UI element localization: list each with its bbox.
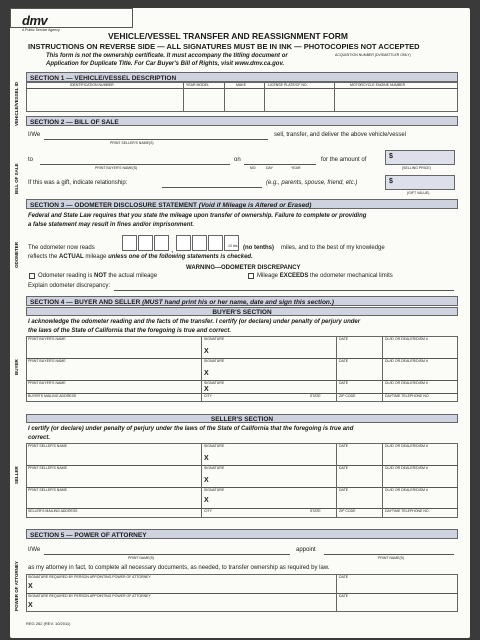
- seller-dl-label-2: DL/ID OR DEALER/DISM #: [385, 466, 428, 470]
- col-license-plate: LICENSE PLATE/CF NO.: [268, 82, 308, 87]
- buyer-dl-label-3: DL/ID OR DEALER/DISM #: [385, 381, 428, 385]
- buyer-name-field-2[interactable]: [27, 365, 200, 379]
- identification-number-field[interactable]: [27, 89, 182, 111]
- odometer-digit-5[interactable]: [192, 235, 207, 251]
- on-label: on: [234, 157, 241, 163]
- seller-name-label-2: PRINT SELLER'S NAME: [28, 466, 67, 470]
- not-actual-mileage-label: Odometer reading is NOT the actual mileage: [38, 273, 158, 279]
- gift-relationship-field[interactable]: [162, 177, 262, 187]
- ownership-note: This form is not the ownership certificate. It must accompany the titling document or: [46, 53, 288, 59]
- dmv-logo: dmv: [22, 13, 48, 28]
- acquisition-number-label: ACQUISITION NUMBER (DVSMATTLER ONLY): [335, 53, 411, 57]
- buyer-sign-x-3: X: [204, 386, 209, 393]
- sale-date-field[interactable]: [244, 154, 316, 164]
- miles-text: miles, and to the best of my knowledge: [281, 245, 385, 251]
- buyer-statement-line1: I acknowledge the odometer reading and the facts of the transfer. I certify (or declare) under penalty of perjury under: [28, 319, 361, 325]
- odometer-digit-4[interactable]: [176, 235, 191, 251]
- odometer-digit-1[interactable]: [122, 235, 137, 251]
- poa-signature-field-1[interactable]: [36, 581, 334, 592]
- col-motorcycle-engine: MOTORCYCLE ENGINE NUMBER: [350, 82, 406, 87]
- odometer-tenths-box: 10 ths: [224, 235, 239, 251]
- section1-header: SECTION 1 — VEHICLE/VESSEL DESCRIPTION: [26, 72, 458, 82]
- poa-date-label-2: DATE: [339, 594, 349, 598]
- section2-header: SECTION 2 — BILL OF SALE: [26, 116, 458, 126]
- section2-side-label: BILL OF SALE: [14, 163, 19, 194]
- license-plate-field[interactable]: [265, 89, 333, 111]
- year-model-field[interactable]: [184, 89, 223, 111]
- day-caption: DAY: [266, 166, 273, 170]
- seller-signature-field-1[interactable]: [212, 450, 335, 464]
- buyer-signature-label-2: SIGNATURE: [204, 359, 225, 363]
- buyer-section-header: BUYER'S SECTION: [26, 307, 458, 316]
- odometer-digit-6[interactable]: [208, 235, 223, 251]
- gift-dollar-sign: $: [389, 178, 393, 185]
- section4-header: SECTION 4 — BUYER AND SELLER (MUST hand print his or her name, date and sign this section.): [26, 296, 458, 306]
- explain-discrepancy-label: Explain odometer discrepancy:: [28, 283, 111, 289]
- buyer-zip-label: ZIP CODE: [339, 394, 356, 398]
- seller-signature-label-3: SIGNATURE: [204, 488, 225, 492]
- seller-section-header: SELLER'S SECTION: [26, 414, 458, 423]
- buyer-side-label: BUYER: [14, 359, 19, 375]
- appoint-label: appoint: [296, 547, 316, 553]
- form-number: REG 262 (REV. 10/2011): [26, 621, 71, 626]
- buyer-state-label: STATE: [310, 394, 321, 398]
- buyer-dl-label-2: DL/ID OR DEALER/DISM #: [385, 359, 428, 363]
- iwe-label: I/We: [28, 132, 41, 138]
- seller-date-label-2: DATE: [339, 466, 349, 470]
- buyer-date-label-2: DATE: [339, 359, 349, 363]
- buyer-signature-label-3: SIGNATURE: [204, 381, 225, 385]
- seller-zip-label: ZIP CODE: [339, 509, 356, 513]
- selling-price-field[interactable]: [385, 150, 455, 165]
- buyer-date-label-3: DATE: [339, 381, 349, 385]
- month-caption: MO: [250, 166, 256, 170]
- col-year-model: YEAR MODEL: [186, 82, 209, 87]
- buyer-signature-label-1: SIGNATURE: [204, 337, 225, 341]
- section3-side-label: ODOMETER: [14, 241, 19, 268]
- exceeds-limits-checkbox[interactable]: [248, 273, 254, 279]
- poa-signature-field-2[interactable]: [36, 600, 334, 611]
- seller-sign-x-1: X: [204, 455, 209, 462]
- sell-transfer-text: sell, transfer, and deliver the above vehicle/vessel: [274, 132, 407, 138]
- seller-name-label-1: PRINT SELLER'S NAME: [28, 444, 67, 448]
- odometer-warning: WARNING—ODOMETER DISCREPANCY: [186, 265, 301, 271]
- section1-side-label: VEHICLE/VESSEL ID: [14, 81, 19, 126]
- buyer-sign-x-1: X: [204, 348, 209, 355]
- seller-sign-x-3: X: [204, 497, 209, 504]
- odometer-digit-3[interactable]: [154, 235, 169, 251]
- gift-hint: (e.g., parents, spouse, friend, etc.): [266, 180, 358, 186]
- logo-subtitle: A Public Service Agency: [22, 28, 60, 32]
- seller-name-field-1[interactable]: [27, 450, 200, 464]
- buyer-name-label-2: PRINT BUYER'S NAME: [28, 359, 66, 363]
- seller-statement-line2: correct.: [28, 435, 51, 441]
- seller-statement-line1: I certify (or declare) under penalty of perjury under the laws of the State of California that the foregoing is true and: [28, 426, 354, 432]
- seller-state-label: STATE: [310, 509, 321, 513]
- seller-date-label-3: DATE: [339, 488, 349, 492]
- buyer-name-label-1: PRINT BUYER'S NAME: [28, 337, 66, 341]
- poa-date-label-1: DATE: [339, 575, 349, 579]
- buyer-dl-label-1: DL/ID OR DEALER/DISM #: [385, 337, 428, 341]
- seller-city-label: CITY: [204, 509, 212, 513]
- gift-value-field[interactable]: [385, 175, 455, 190]
- exceeds-limits-label: Mileage EXCEEDS the odometer mechanical limits: [257, 273, 393, 279]
- poa-grantor-names-field[interactable]: [44, 544, 290, 554]
- poa-signature-label-1: SIGNATURE REQUIRED BY PERSON APPOINTING POWER OF ATTORNEY: [28, 575, 151, 579]
- instructions-line: INSTRUCTIONS ON REVERSE SIDE — ALL SIGNATURES MUST BE IN INK — PHOTOCOPIES NOT ACCEPTED: [28, 42, 420, 51]
- section5-header: SECTION 5 — POWER OF ATTORNEY: [26, 529, 458, 539]
- buyer-phone-label: DAYTIME TELEPHONE NO.: [385, 394, 430, 398]
- poa-signature-label-2: SIGNATURE REQUIRED BY PERSON APPOINTING POWER OF ATTORNEY: [28, 594, 151, 598]
- seller-name-field-2[interactable]: [27, 472, 200, 486]
- buyer-signature-field-1[interactable]: [212, 343, 335, 357]
- seller-names-field[interactable]: [44, 129, 268, 139]
- seller-dl-label-1: DL/ID OR DEALER/DISM #: [385, 444, 428, 448]
- poa-attorney-name-caption: PRINT NAME(S): [378, 556, 405, 560]
- buyer-city-label: CITY: [204, 394, 212, 398]
- buyer-date-label-1: DATE: [339, 337, 349, 341]
- section3-header: SECTION 3 — ODOMETER DISCLOSURE STATEMENT (Void if Mileage is Altered or Erased): [26, 199, 458, 209]
- odometer-law-line1: Federal and State Law requires that you state the mileage upon transfer of ownership. Failure to complete or providing: [28, 213, 367, 219]
- buyer-names-caption: PRINT BUYER'S NAME(S): [95, 166, 138, 170]
- odometer-reads-label: The odometer now reads: [28, 245, 95, 251]
- poa-iwe-label: I/We: [28, 547, 41, 553]
- not-actual-mileage-checkbox[interactable]: [29, 273, 35, 279]
- buyer-sign-x-2: X: [204, 370, 209, 377]
- to-label: to: [28, 157, 34, 163]
- make-field[interactable]: [225, 89, 263, 111]
- buyer-address-label: BUYER'S MAILING ADDRESS: [28, 394, 77, 398]
- seller-names-caption: PRINT SELLER'S NAME(S): [110, 141, 154, 145]
- odometer-law-line2: a false statement may result in fines and/or imprisonment.: [28, 222, 195, 228]
- seller-address-label: SELLER'S MAILING ADDRESS: [28, 509, 78, 513]
- seller-dl-label-3: DL/ID OR DEALER/DISM #: [385, 488, 428, 492]
- seller-date-label-1: DATE: [339, 444, 349, 448]
- amount-label: for the amount of: [321, 157, 367, 163]
- buyer-name-label-3: PRINT BUYER'S NAME: [28, 381, 66, 385]
- year-caption: YEAR: [291, 166, 301, 170]
- gift-label: If this was a gift, indicate relationship:: [28, 180, 128, 186]
- reflects-line: reflects the ACTUAL mileage unless one of the following statements is checked.: [28, 254, 253, 260]
- form-sheet: dmv A Public Service Agency VEHICLE/VESSEL TRANSFER AND REASSIGNMENT FORM INSTRUCTIONS ON REVERSE SIDE — ALL SIGNATURES MUST BE IN INK — PHOTOCOPIES NOT ACCEPTED This form is not the ownership certificate. It must accompany the titling document or Application for Duplicate Title. For Car Buyer's Bill of Rights, visit www.dmv.ca.gov. ACQUISITION NUMBER (DVSMATTLER ONLY) SECTION 1 — VEHICLE/VESSEL DESCRIPTION VEHICLE/VESSEL ID IDENTIFICATION NUMBER YEAR MODEL MAKE LICENSE PLATE/CF NO. MOTORCYCLE ENGINE NUMBER SECTION 2 — BILL OF SALE BILL OF SALE I/We PRINT SELLER'S NAME(S) sell, transfer, and deliver the above vehicle/vessel to PRINT BUYER'S NAME(S) on MO DAY YEAR for the amount of $ (SELLING PRICE) If this was a gift, indicate relationship: (e.g., parents, spouse, friend, etc.) $ (GIFT VALUE) SECTION 3 — ODOMETER DISCLOSURE STATEMENT (Void if Mileage is Altered or Erased) ODOMETER Federal and State Law requires that you state the mileage upon transfer of ownership. Failure to complete or providing a false statement may result in fines and/or imprisonment. The odometer now reads , 10 ths (no tenths) miles, and to the best of my knowledge reflects the ACTUAL mileage unless one of the following statements is checked. WARNING—ODOMETER DISCREPANCY Odometer reading is NOT the actual mileage Mileage EXCEEDS the odometer mechanical limits Explain odometer discrepancy: SECTION 4 — BUYER AND SELLER (MUST hand print his or her name, date and sign this section.) BUYER'S SECTION I acknowledge the odometer reading and the facts of the transfer. I certify (or declare) under penalty of perjury under the laws of the State of California that the foregoing is true and correct. BUYER PRINT BUYER'S NAME SIGNATURE X DATE DL/ID OR DEALER/DISM # PRINT BUYER'S NAME SIGNATURE X DATE DL/ID OR DEALER/DISM # PRINT BUYER'S NAME SIGNATURE X DATE DL/ID OR DEALER/DISM # BUYER'S MAILING ADDRESS CITY STATE ZIP CODE DAYTIME TELEPHONE NO. SELLER'S SECTION I certify (or declare) under penalty of perjury under the laws of the State of California that the foregoing is true and correct. SELLER PRINT SELLER'S NAME SIGNATURE X DATE DL/ID OR DEALER/DISM # PRINT SELLER'S NAME SIGNATURE X DATE DL/ID OR DEALER/DISM # PRINT SELLER'S NAME SIGNATURE X DATE DL/ID OR DEALER/DISM # SELLER'S MAILING ADDRESS CITY STATE ZIP CODE DAYTIME TELEPHONE NO. SECTION 5 — POWER OF ATTORNEY POWER OF ATTORNEY I/We PRINT NAME(S) appoint PRINT NAME(S) as my attorney in fact, to complete all necessary documents, as needed, to transfer ownership as required by law. SIGNATURE REQUIRED BY PERSON APPOINTING POWER OF ATTORNEY X DATE SIGNATURE REQUIRED BY PERSON APPOINTING POWER OF ATTORNEY X DATE REG 262 (REV. 10/2011): [10, 8, 470, 638]
- col-identification-number: IDENTIFICATION NUMBER: [70, 82, 114, 87]
- selling-price-caption: (SELLING PRICE): [402, 166, 431, 170]
- form-title: VEHICLE/VESSEL TRANSFER AND REASSIGNMENT FORM: [108, 31, 348, 41]
- seller-signature-label-2: SIGNATURE: [204, 466, 225, 470]
- no-tenths-label: (no tenths): [243, 245, 274, 251]
- seller-signature-field-2[interactable]: [212, 472, 335, 486]
- seller-sign-x-2: X: [204, 477, 209, 484]
- duplicate-title-note: Application for Duplicate Title. For Car Buyer's Bill of Rights, visit www.dmv.ca.gov.: [46, 61, 285, 67]
- buyer-name-field-1[interactable]: [27, 343, 200, 357]
- attorney-in-fact-text: as my attorney in fact, to complete all necessary documents, as needed, to transfer ownership as required by law.: [28, 565, 330, 571]
- odometer-digit-2[interactable]: [138, 235, 153, 251]
- section5-side-label: POWER OF ATTORNEY: [14, 561, 19, 611]
- col-make: MAKE: [236, 82, 246, 87]
- explain-discrepancy-field[interactable]: [114, 280, 454, 290]
- seller-signature-label-1: SIGNATURE: [204, 444, 225, 448]
- poa-attorney-name-field[interactable]: [324, 544, 454, 554]
- seller-name-label-3: PRINT SELLER'S NAME: [28, 488, 67, 492]
- poa-sign-x-2: X: [28, 602, 33, 609]
- dollar-sign: $: [389, 153, 393, 160]
- motorcycle-engine-field[interactable]: [335, 89, 457, 111]
- buyer-signature-field-2[interactable]: [212, 365, 335, 379]
- seller-side-label: SELLER: [14, 466, 19, 484]
- buyer-statement-line2: the laws of the State of California that the foregoing is true and correct.: [28, 328, 232, 334]
- buyer-names-field[interactable]: [40, 154, 230, 164]
- gift-value-caption: (GIFT VALUE): [407, 191, 430, 195]
- seller-phone-label: DAYTIME TELEPHONE NO.: [385, 509, 430, 513]
- poa-grantor-names-caption: PRINT NAME(S): [128, 556, 155, 560]
- poa-sign-x-1: X: [28, 583, 33, 590]
